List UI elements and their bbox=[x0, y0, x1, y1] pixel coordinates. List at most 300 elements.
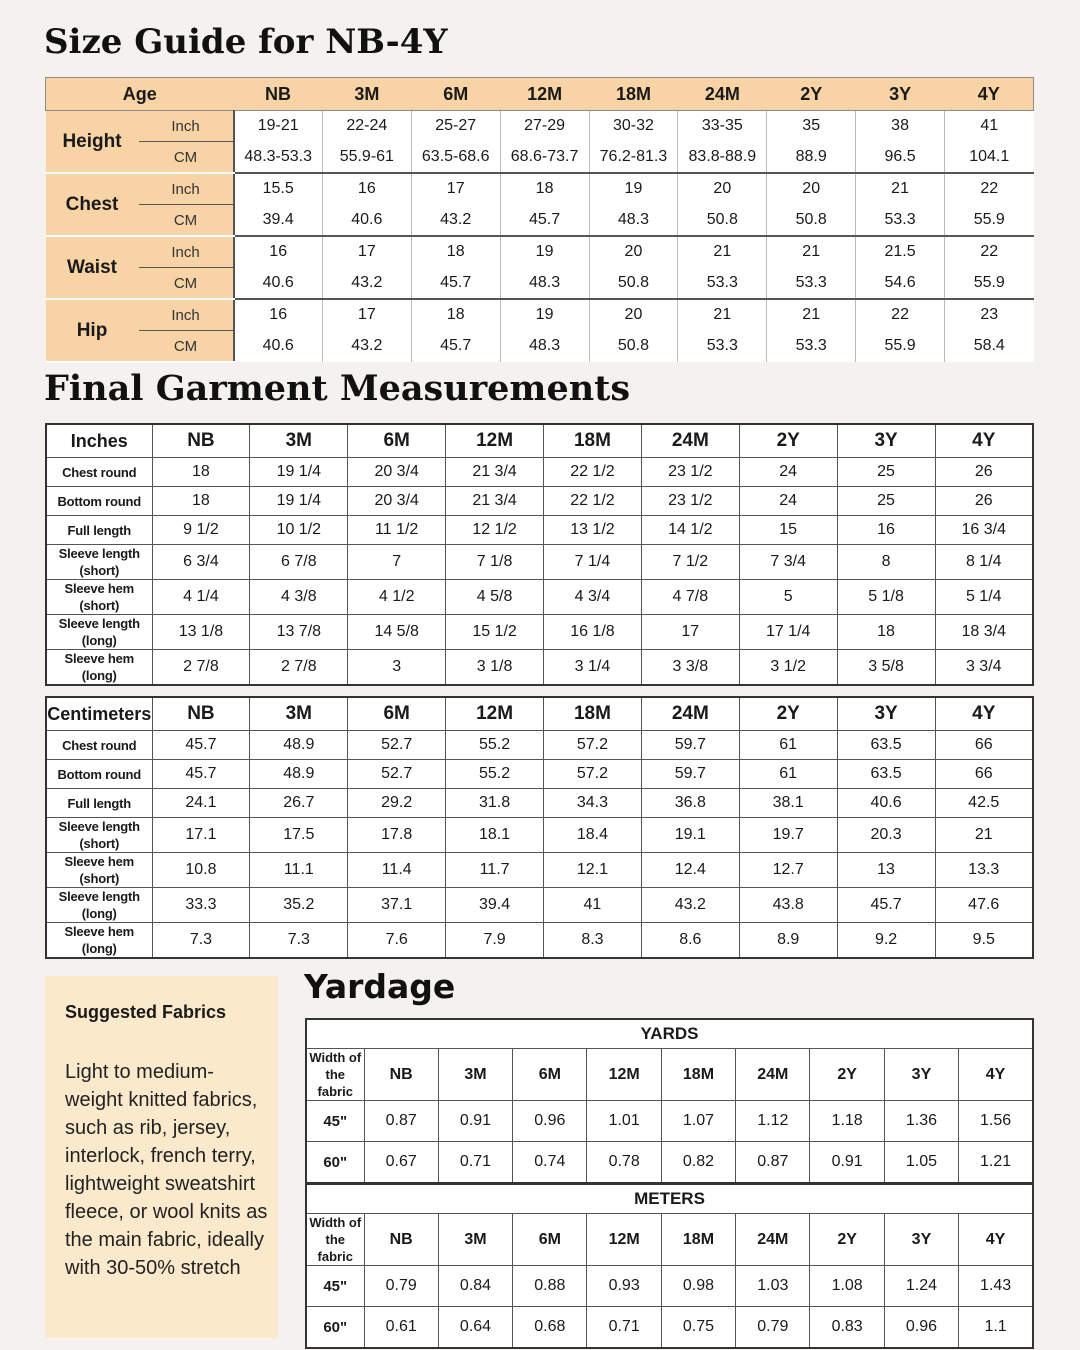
size-header: 3Y bbox=[884, 1049, 958, 1101]
suggested-fabrics-box bbox=[45, 976, 278, 1338]
size-cell: 48.3 bbox=[589, 205, 678, 237]
measurement-row bbox=[46, 487, 1033, 516]
measurement-row bbox=[46, 888, 1033, 923]
measurement-cell: 40.6 bbox=[837, 789, 935, 818]
measurement-cell: 3 1/4 bbox=[544, 650, 642, 686]
size-header: 4Y bbox=[959, 1214, 1033, 1266]
measurement-row bbox=[46, 580, 1033, 615]
size-header: 24M bbox=[736, 1214, 810, 1266]
size-cell: 39.4 bbox=[234, 205, 323, 237]
measurement-row bbox=[46, 650, 1033, 686]
yardage-cell: 1.24 bbox=[884, 1266, 958, 1307]
measurement-cell: 63.5 bbox=[837, 731, 935, 760]
measurement-cell: 12 1/2 bbox=[446, 516, 544, 545]
measurement-cell: 66 bbox=[935, 731, 1033, 760]
width-header: Width of the fabric bbox=[306, 1214, 364, 1266]
yardage-cell: 1.43 bbox=[959, 1266, 1033, 1307]
measurement-cell: 9.5 bbox=[935, 923, 1033, 959]
measurement-cell: 34.3 bbox=[544, 789, 642, 818]
unit-label: CM bbox=[139, 205, 234, 237]
size-header: 12M bbox=[500, 78, 589, 111]
measurement-row bbox=[46, 760, 1033, 789]
size-cell: 83.8-88.9 bbox=[678, 142, 767, 174]
measurement-cell: 45.7 bbox=[152, 731, 250, 760]
size-cell: 35 bbox=[767, 111, 856, 142]
size-cell: 21 bbox=[767, 236, 856, 268]
unit-label: Inch bbox=[139, 111, 234, 142]
measurement-label: Sleeve length (short) bbox=[46, 818, 152, 853]
measurement-cell: 61 bbox=[739, 731, 837, 760]
measurement-cell: 18 bbox=[837, 615, 935, 650]
measurement-label: Bottom round bbox=[46, 487, 152, 516]
size-header: NB bbox=[364, 1049, 438, 1101]
size-row bbox=[46, 236, 1034, 268]
yardage-cell: 0.78 bbox=[587, 1142, 661, 1184]
measurement-label: Sleeve hem (short) bbox=[46, 853, 152, 888]
size-cell: 50.8 bbox=[678, 205, 767, 237]
fabric-width-label: 45" bbox=[306, 1266, 364, 1307]
size-cell: 68.6-73.7 bbox=[500, 142, 589, 174]
size-header: 18M bbox=[661, 1049, 735, 1101]
measurement-cell: 52.7 bbox=[348, 760, 446, 789]
yardage-cell: 1.08 bbox=[810, 1266, 884, 1307]
measurement-cell: 18.4 bbox=[544, 818, 642, 853]
measurement-cell: 14 1/2 bbox=[641, 516, 739, 545]
yardage-cell: 0.91 bbox=[438, 1101, 512, 1142]
measurement-cell: 26 bbox=[935, 458, 1033, 487]
size-cell: 54.6 bbox=[856, 268, 945, 300]
measurement-cell: 5 1/8 bbox=[837, 580, 935, 615]
size-header: 6M bbox=[513, 1214, 587, 1266]
measurement-row bbox=[46, 458, 1033, 487]
size-row bbox=[46, 331, 1034, 363]
size-header: NB bbox=[364, 1214, 438, 1266]
measurement-cell: 8 1/4 bbox=[935, 545, 1033, 580]
measurement-cell: 52.7 bbox=[348, 731, 446, 760]
unit-label: CM bbox=[139, 142, 234, 174]
size-cell: 53.3 bbox=[767, 268, 856, 300]
size-header: 18M bbox=[661, 1214, 735, 1266]
measurement-cell: 3 5/8 bbox=[837, 650, 935, 686]
measurement-cell: 48.9 bbox=[250, 731, 348, 760]
size-header: 2Y bbox=[767, 78, 856, 111]
size-header: 12M bbox=[446, 424, 544, 458]
measurement-cell: 20.3 bbox=[837, 818, 935, 853]
size-cell: 63.5-68.6 bbox=[411, 142, 500, 174]
group-label: Waist bbox=[46, 236, 139, 299]
measurement-cell: 8.6 bbox=[641, 923, 739, 959]
size-cell: 55.9 bbox=[945, 268, 1034, 300]
measurement-cell: 26.7 bbox=[250, 789, 348, 818]
size-cell: 41 bbox=[945, 111, 1034, 142]
measurement-label: Sleeve hem (short) bbox=[46, 580, 152, 615]
measurement-label: Sleeve length (short) bbox=[46, 545, 152, 580]
measurement-cell: 6 3/4 bbox=[152, 545, 250, 580]
measurement-cell: 13 1/2 bbox=[544, 516, 642, 545]
size-header: 3M bbox=[438, 1214, 512, 1266]
measurement-row bbox=[46, 789, 1033, 818]
size-cell: 48.3 bbox=[500, 331, 589, 363]
yardage-cell: 0.93 bbox=[587, 1266, 661, 1307]
measurement-cell: 4 7/8 bbox=[641, 580, 739, 615]
size-header: NB bbox=[152, 424, 250, 458]
yardage-cell: 0.87 bbox=[364, 1101, 438, 1142]
size-header: 2Y bbox=[739, 424, 837, 458]
yardage-cell: 0.75 bbox=[661, 1307, 735, 1349]
size-header: 3Y bbox=[837, 424, 935, 458]
size-cell: 16 bbox=[234, 236, 323, 268]
size-header: 4Y bbox=[945, 78, 1034, 111]
yardage-cell: 0.87 bbox=[736, 1142, 810, 1184]
yardage-cell: 0.67 bbox=[364, 1142, 438, 1184]
group-label: Hip bbox=[46, 299, 139, 362]
measurement-cell: 19 1/4 bbox=[250, 458, 348, 487]
size-row bbox=[46, 111, 1034, 142]
size-cell: 27-29 bbox=[500, 111, 589, 142]
size-header: 6M bbox=[348, 424, 446, 458]
yards-table bbox=[305, 1018, 1034, 1184]
measurement-cell: 7 bbox=[348, 545, 446, 580]
measurement-label: Sleeve length (long) bbox=[46, 888, 152, 923]
measurement-cell: 12.4 bbox=[641, 853, 739, 888]
measurement-label: Full length bbox=[46, 516, 152, 545]
measurement-cell: 13.3 bbox=[935, 853, 1033, 888]
unit-label: Inch bbox=[139, 299, 234, 331]
size-cell: 21 bbox=[767, 299, 856, 331]
size-header: 18M bbox=[544, 697, 642, 731]
size-row bbox=[46, 205, 1034, 237]
yardage-cell: 0.88 bbox=[513, 1266, 587, 1307]
measurement-cell: 3 3/4 bbox=[935, 650, 1033, 686]
size-header: 18M bbox=[544, 424, 642, 458]
yardage-cell: 0.96 bbox=[513, 1101, 587, 1142]
size-header: NB bbox=[234, 78, 323, 111]
size-cell: 20 bbox=[589, 236, 678, 268]
measurement-cell: 3 1/8 bbox=[446, 650, 544, 686]
measurement-cell: 11.4 bbox=[348, 853, 446, 888]
size-header: 18M bbox=[589, 78, 678, 111]
measurement-cell: 7 1/2 bbox=[641, 545, 739, 580]
fabric-width-label: 60" bbox=[306, 1307, 364, 1349]
unit-label: CM bbox=[139, 331, 234, 363]
yardage-row bbox=[306, 1101, 1033, 1142]
measurement-row bbox=[46, 615, 1033, 650]
measurement-cell: 4 5/8 bbox=[446, 580, 544, 615]
measurement-cell: 4 1/4 bbox=[152, 580, 250, 615]
measurement-cell: 12.1 bbox=[544, 853, 642, 888]
measurement-cell: 7.3 bbox=[152, 923, 250, 959]
measurement-label: Sleeve hem (long) bbox=[46, 923, 152, 959]
yardage-cell: 1.07 bbox=[661, 1101, 735, 1142]
size-header: 3M bbox=[438, 1049, 512, 1101]
measurement-cell: 45.7 bbox=[837, 888, 935, 923]
size-header: 4Y bbox=[959, 1049, 1033, 1101]
measurement-cell: 35.2 bbox=[250, 888, 348, 923]
measurement-cell: 7 1/8 bbox=[446, 545, 544, 580]
size-header: 6M bbox=[513, 1049, 587, 1101]
size-cell: 21 bbox=[678, 299, 767, 331]
inches-measurement-table bbox=[45, 423, 1034, 686]
yardage-cell: 0.79 bbox=[364, 1266, 438, 1307]
measurement-cell: 21 3/4 bbox=[446, 458, 544, 487]
yardage-cell: 1.56 bbox=[959, 1101, 1033, 1142]
measurement-label: Bottom round bbox=[46, 760, 152, 789]
size-cell: 18 bbox=[411, 299, 500, 331]
measurement-cell: 4 3/8 bbox=[250, 580, 348, 615]
size-row bbox=[46, 142, 1034, 174]
measurement-cell: 42.5 bbox=[935, 789, 1033, 818]
size-cell: 40.6 bbox=[234, 331, 323, 363]
size-cell: 19 bbox=[500, 299, 589, 331]
measurement-cell: 4 3/4 bbox=[544, 580, 642, 615]
measurement-cell: 19 1/4 bbox=[250, 487, 348, 516]
measurement-cell: 41 bbox=[544, 888, 642, 923]
measurement-row bbox=[46, 818, 1033, 853]
group-label: Height bbox=[46, 111, 139, 174]
measurement-cell: 36.8 bbox=[641, 789, 739, 818]
size-header: 24M bbox=[736, 1049, 810, 1101]
measurement-cell: 24 bbox=[739, 487, 837, 516]
measurement-cell: 7.9 bbox=[446, 923, 544, 959]
size-header: 3Y bbox=[856, 78, 945, 111]
meters-heading: METERS bbox=[306, 1184, 1033, 1214]
measurement-cell: 24.1 bbox=[152, 789, 250, 818]
yardage-cell: 0.91 bbox=[810, 1142, 884, 1184]
size-header: 3Y bbox=[837, 697, 935, 731]
measurement-label: Chest round bbox=[46, 458, 152, 487]
size-cell: 18 bbox=[411, 236, 500, 268]
measurement-row bbox=[46, 853, 1033, 888]
size-cell: 22-24 bbox=[322, 111, 411, 142]
measurement-cell: 23 1/2 bbox=[641, 458, 739, 487]
size-cell: 88.9 bbox=[767, 142, 856, 174]
size-cell: 58.4 bbox=[945, 331, 1034, 363]
size-cell: 16 bbox=[322, 173, 411, 205]
unit-label: Inch bbox=[139, 236, 234, 268]
size-cell: 21 bbox=[856, 173, 945, 205]
measurement-cell: 55.2 bbox=[446, 760, 544, 789]
measurement-cell: 22 1/2 bbox=[544, 487, 642, 516]
measurement-cell: 7.3 bbox=[250, 923, 348, 959]
size-cell: 43.2 bbox=[322, 331, 411, 363]
fabric-width-label: 60" bbox=[306, 1142, 364, 1184]
size-cell: 43.2 bbox=[411, 205, 500, 237]
measurement-cell: 11 1/2 bbox=[348, 516, 446, 545]
measurement-row bbox=[46, 923, 1033, 959]
measurement-cell: 6 7/8 bbox=[250, 545, 348, 580]
size-header: 24M bbox=[641, 697, 739, 731]
size-header: 24M bbox=[678, 78, 767, 111]
size-cell: 45.7 bbox=[411, 331, 500, 363]
yardage-cell: 0.71 bbox=[438, 1142, 512, 1184]
size-cell: 20 bbox=[678, 173, 767, 205]
yardage-cell: 1.12 bbox=[736, 1101, 810, 1142]
size-cell: 96.5 bbox=[856, 142, 945, 174]
size-cell: 18 bbox=[500, 173, 589, 205]
size-cell: 45.7 bbox=[500, 205, 589, 237]
yardage-cell: 0.82 bbox=[661, 1142, 735, 1184]
suggested-fabrics-title: Suggested Fabrics bbox=[65, 1002, 227, 1022]
measurement-cell: 19.7 bbox=[739, 818, 837, 853]
yardage-row bbox=[306, 1142, 1033, 1184]
measurement-cell: 7.6 bbox=[348, 923, 446, 959]
size-cell: 53.3 bbox=[678, 331, 767, 363]
measurement-cell: 15 bbox=[739, 516, 837, 545]
yardage-cell: 0.71 bbox=[587, 1307, 661, 1349]
size-cell: 50.8 bbox=[589, 331, 678, 363]
size-cell: 53.3 bbox=[767, 331, 856, 363]
measurement-cell: 16 1/8 bbox=[544, 615, 642, 650]
measurement-cell: 47.6 bbox=[935, 888, 1033, 923]
size-header: 3Y bbox=[884, 1214, 958, 1266]
size-cell: 48.3-53.3 bbox=[234, 142, 323, 174]
measurement-cell: 17 bbox=[641, 615, 739, 650]
size-cell: 55.9 bbox=[856, 331, 945, 363]
measurement-cell: 48.9 bbox=[250, 760, 348, 789]
measurement-cell: 45.7 bbox=[152, 760, 250, 789]
yardage-row bbox=[306, 1307, 1033, 1349]
size-header: 24M bbox=[641, 424, 739, 458]
measurement-cell: 3 3/8 bbox=[641, 650, 739, 686]
centimeters-measurement-table bbox=[45, 696, 1034, 959]
size-cell: 48.3 bbox=[500, 268, 589, 300]
size-cell: 33-35 bbox=[678, 111, 767, 142]
yardage-cell: 0.74 bbox=[513, 1142, 587, 1184]
size-cell: 43.2 bbox=[322, 268, 411, 300]
size-cell: 40.6 bbox=[234, 268, 323, 300]
measurement-cell: 8.3 bbox=[544, 923, 642, 959]
measurement-cell: 23 1/2 bbox=[641, 487, 739, 516]
measurement-cell: 10.8 bbox=[152, 853, 250, 888]
size-header: 3M bbox=[250, 424, 348, 458]
size-cell: 19-21 bbox=[234, 111, 323, 142]
measurement-cell: 7 3/4 bbox=[739, 545, 837, 580]
measurement-cell: 19.1 bbox=[641, 818, 739, 853]
measurement-cell: 17.8 bbox=[348, 818, 446, 853]
yardage-cell: 0.84 bbox=[438, 1266, 512, 1307]
size-cell: 23 bbox=[945, 299, 1034, 331]
measurement-cell: 21 3/4 bbox=[446, 487, 544, 516]
measurement-cell: 14 5/8 bbox=[348, 615, 446, 650]
measurement-cell: 43.8 bbox=[739, 888, 837, 923]
measurement-cell: 39.4 bbox=[446, 888, 544, 923]
measurement-cell: 11.1 bbox=[250, 853, 348, 888]
size-header: 12M bbox=[587, 1214, 661, 1266]
size-cell: 55.9 bbox=[945, 205, 1034, 237]
yardage-title: Yardage bbox=[304, 967, 456, 1006]
yardage-cell: 0.61 bbox=[364, 1307, 438, 1349]
size-header: 3M bbox=[322, 78, 411, 111]
final-garment-title: Final Garment Measurements bbox=[44, 368, 631, 409]
measurement-cell: 4 1/2 bbox=[348, 580, 446, 615]
yardage-cell: 1.05 bbox=[884, 1142, 958, 1184]
yardage-cell: 0.98 bbox=[661, 1266, 735, 1307]
size-guide-title: Size Guide for NB-4Y bbox=[44, 22, 448, 62]
measurement-cell: 18 3/4 bbox=[935, 615, 1033, 650]
measurement-cell: 18 bbox=[152, 458, 250, 487]
size-header: 6M bbox=[348, 697, 446, 731]
size-cell: 21 bbox=[678, 236, 767, 268]
unit-corner-header: Centimeters bbox=[46, 697, 152, 731]
size-cell: 55.9-61 bbox=[322, 142, 411, 174]
size-header: 4Y bbox=[935, 424, 1033, 458]
measurement-cell: 2 7/8 bbox=[250, 650, 348, 686]
measurement-cell: 11.7 bbox=[446, 853, 544, 888]
size-cell: 22 bbox=[856, 299, 945, 331]
size-header: 4Y bbox=[935, 697, 1033, 731]
meters-table bbox=[305, 1183, 1034, 1349]
measurement-cell: 7 1/4 bbox=[544, 545, 642, 580]
yardage-cell: 1.36 bbox=[884, 1101, 958, 1142]
measurement-cell: 37.1 bbox=[348, 888, 446, 923]
size-cell: 17 bbox=[322, 299, 411, 331]
measurement-cell: 10 1/2 bbox=[250, 516, 348, 545]
size-row bbox=[46, 299, 1034, 331]
size-header: NB bbox=[152, 697, 250, 731]
measurement-cell: 33.3 bbox=[152, 888, 250, 923]
size-cell: 19 bbox=[589, 173, 678, 205]
measurement-cell: 2 7/8 bbox=[152, 650, 250, 686]
measurement-cell: 3 1/2 bbox=[739, 650, 837, 686]
measurement-cell: 9 1/2 bbox=[152, 516, 250, 545]
size-cell: 38 bbox=[856, 111, 945, 142]
measurement-row bbox=[46, 731, 1033, 760]
yardage-cell: 1.18 bbox=[810, 1101, 884, 1142]
age-header: Age bbox=[46, 78, 234, 111]
measurement-cell: 38.1 bbox=[739, 789, 837, 818]
size-cell: 20 bbox=[767, 173, 856, 205]
measurement-cell: 24 bbox=[739, 458, 837, 487]
yardage-cell: 1.03 bbox=[736, 1266, 810, 1307]
size-cell: 40.6 bbox=[322, 205, 411, 237]
size-header: 2Y bbox=[810, 1214, 884, 1266]
size-cell: 16 bbox=[234, 299, 323, 331]
size-cell: 50.8 bbox=[767, 205, 856, 237]
size-cell: 22 bbox=[945, 173, 1034, 205]
size-cell: 17 bbox=[411, 173, 500, 205]
size-cell: 50.8 bbox=[589, 268, 678, 300]
size-header: 2Y bbox=[810, 1049, 884, 1101]
measurement-cell: 17.1 bbox=[152, 818, 250, 853]
measurement-cell: 57.2 bbox=[544, 731, 642, 760]
size-cell: 20 bbox=[589, 299, 678, 331]
unit-corner-header: Inches bbox=[46, 424, 152, 458]
measurement-cell: 21 bbox=[935, 818, 1033, 853]
suggested-fabrics-text: Light to medium-weight knitted fabrics, such as rib, jersey, interlock, french terry, lightweight sweatshirt fleece, or wool knits as the main fabric, ideally with 30-50% stretch bbox=[65, 1061, 268, 1279]
measurement-cell: 18 bbox=[152, 487, 250, 516]
size-cell: 53.3 bbox=[856, 205, 945, 237]
size-header: 3M bbox=[250, 697, 348, 731]
size-row bbox=[46, 173, 1034, 205]
size-cell: 53.3 bbox=[678, 268, 767, 300]
group-label: Chest bbox=[46, 173, 139, 236]
size-header: 6M bbox=[411, 78, 500, 111]
yardage-cell: 1.01 bbox=[587, 1101, 661, 1142]
measurement-cell: 5 1/4 bbox=[935, 580, 1033, 615]
size-cell: 21.5 bbox=[856, 236, 945, 268]
measurement-cell: 13 1/8 bbox=[152, 615, 250, 650]
measurement-cell: 13 7/8 bbox=[250, 615, 348, 650]
measurement-cell: 61 bbox=[739, 760, 837, 789]
measurement-cell: 16 bbox=[837, 516, 935, 545]
measurement-cell: 18.1 bbox=[446, 818, 544, 853]
size-cell: 17 bbox=[322, 236, 411, 268]
yardage-cell: 0.68 bbox=[513, 1307, 587, 1349]
width-header: Width of the fabric bbox=[306, 1049, 364, 1101]
measurement-cell: 9.2 bbox=[837, 923, 935, 959]
measurement-label: Full length bbox=[46, 789, 152, 818]
measurement-cell: 22 1/2 bbox=[544, 458, 642, 487]
